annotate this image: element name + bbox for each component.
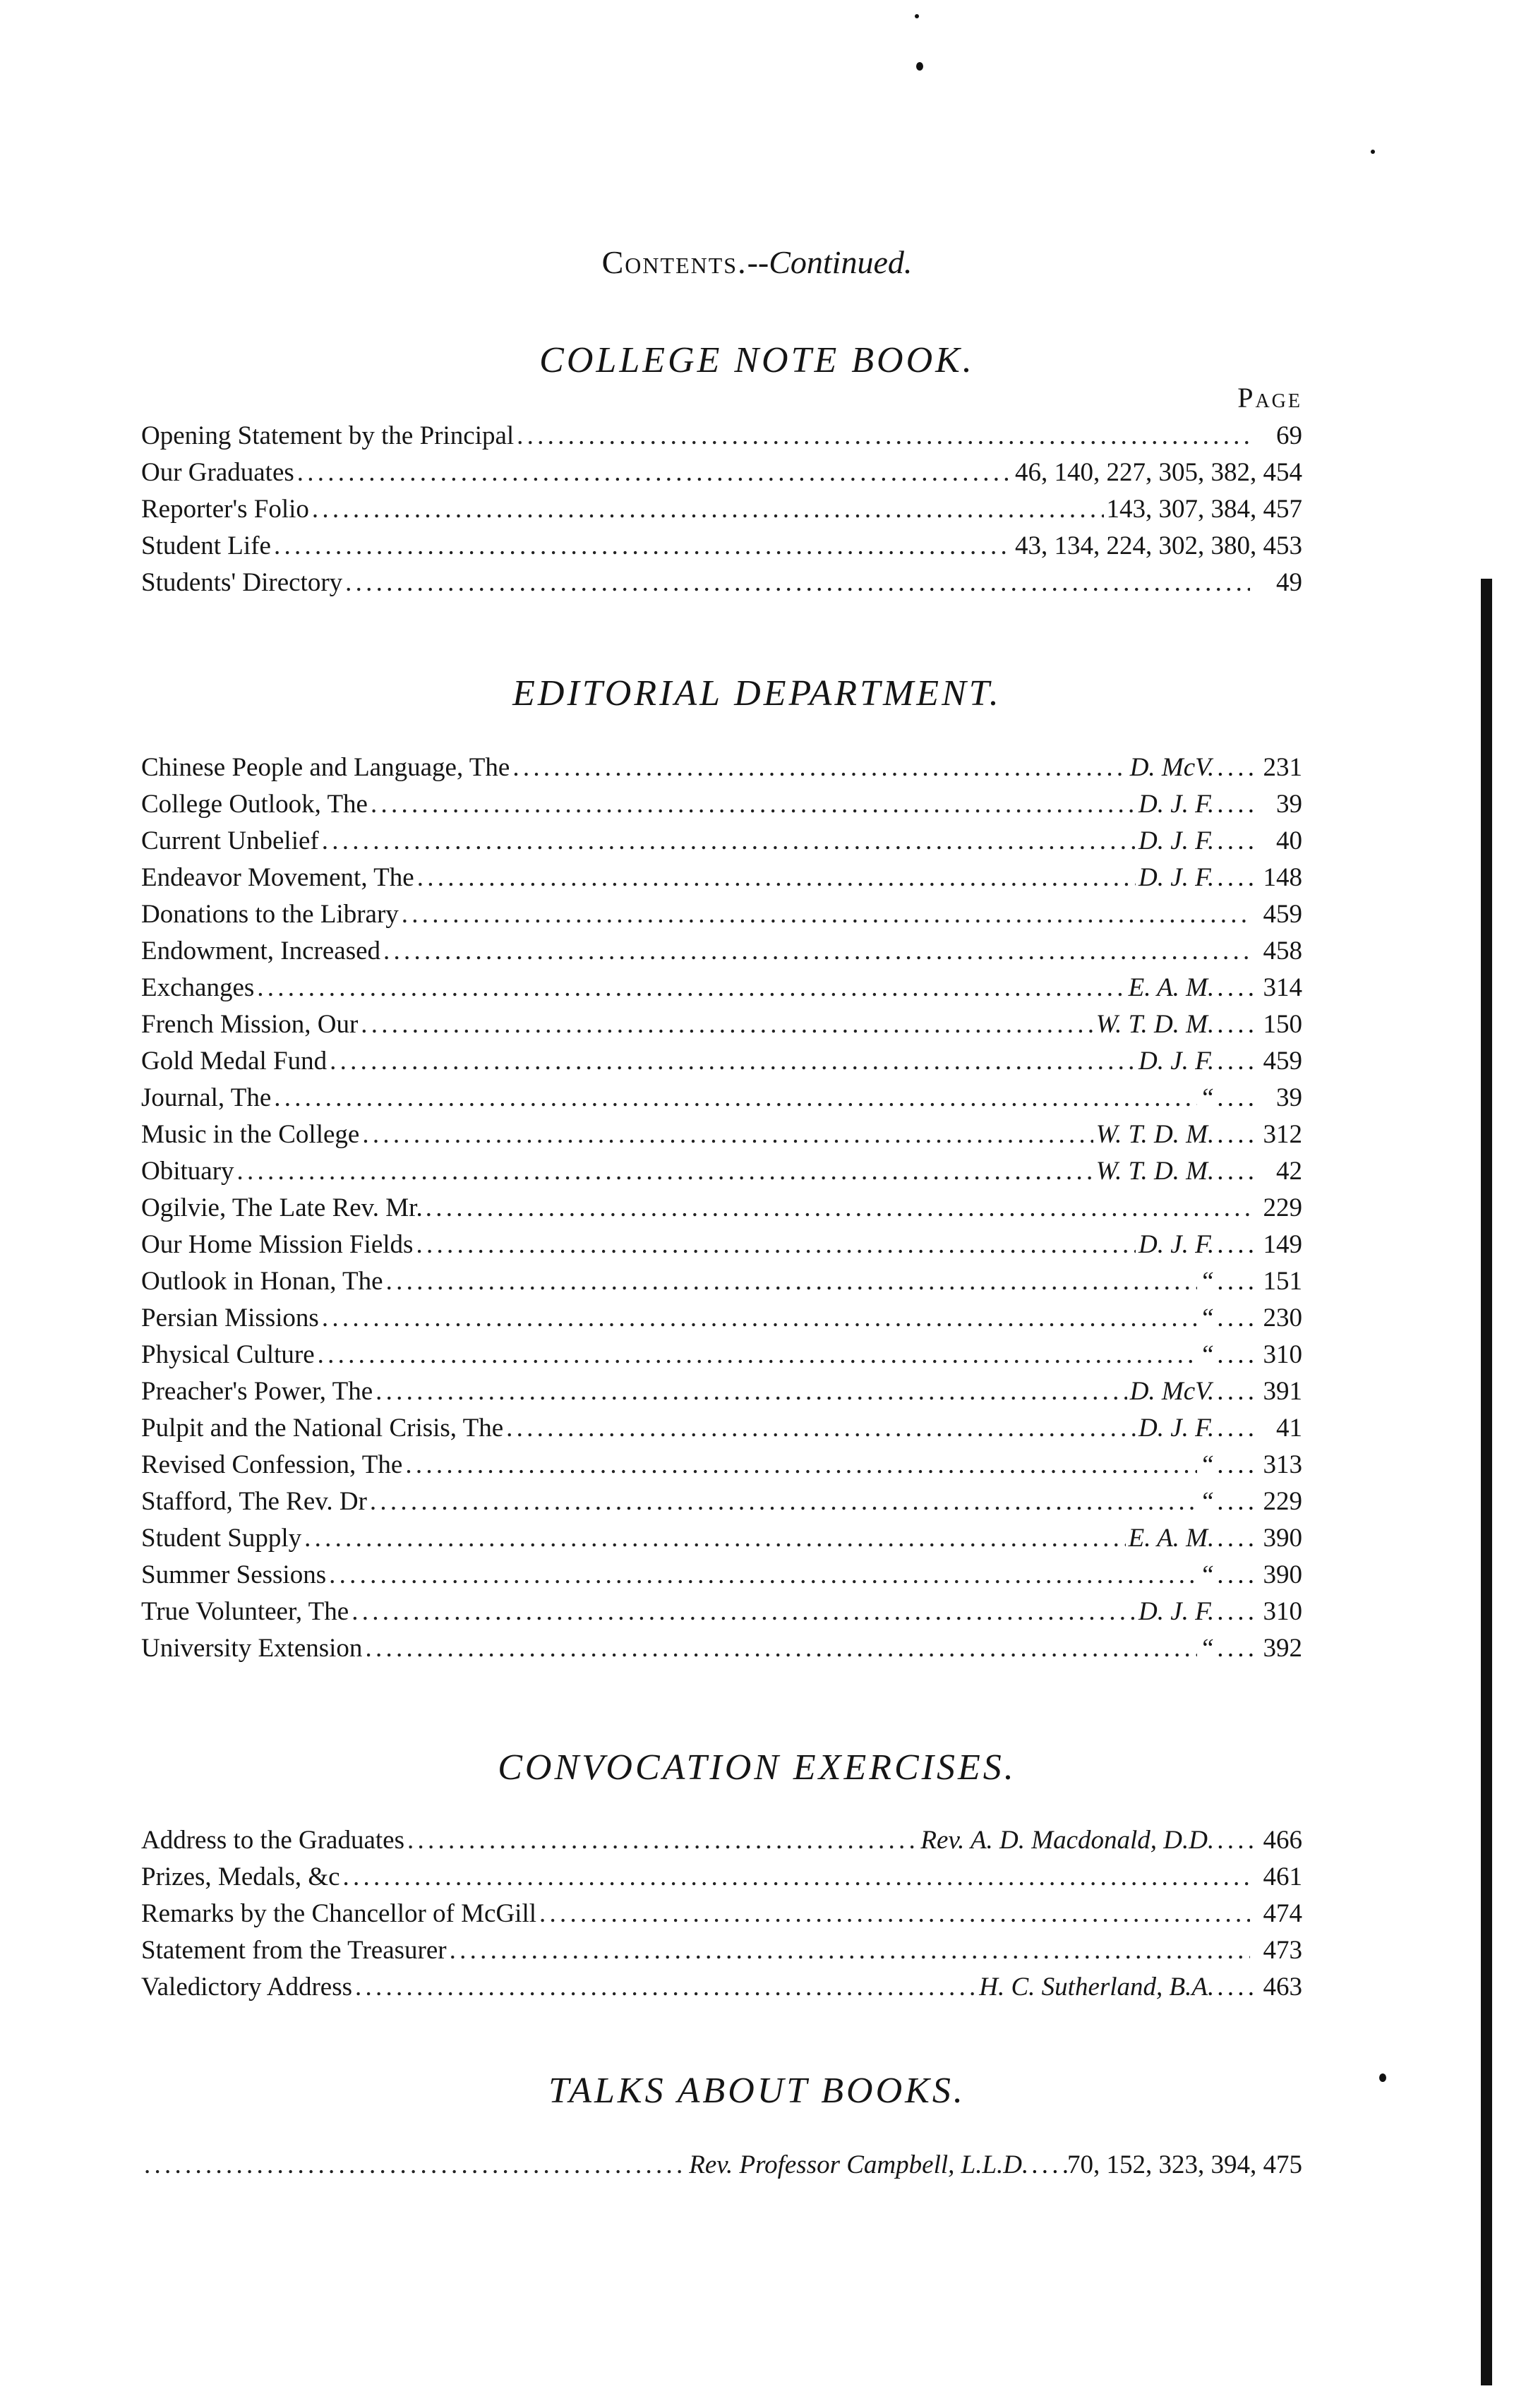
toc-entry [141, 786, 1302, 823]
entry-pages: 459 [1263, 900, 1302, 929]
toc-entry [141, 1043, 1302, 1080]
toc-entry [141, 491, 1302, 528]
toc-entry [141, 1594, 1302, 1630]
toc-entry [141, 418, 1302, 454]
entry-pages: 70, 152, 323, 394, 475 [1067, 2150, 1302, 2179]
dot-leader: . . . . [1217, 1634, 1253, 1663]
contents-label: Contents. [601, 244, 747, 280]
entry-pages: 39 [1276, 790, 1302, 819]
entry-author: “ [1199, 1450, 1215, 1479]
dot-leader [322, 1300, 1197, 1337]
dot-leader [329, 1557, 1197, 1594]
entry-title: Endowment, Increased [141, 937, 381, 965]
entry-title: Persian Missions [141, 1304, 319, 1332]
toc-entry [141, 528, 1302, 565]
entry-pages: 474 [1263, 1899, 1302, 1928]
toc-entry [141, 1822, 1302, 1859]
toc-entry [141, 1337, 1302, 1373]
entry-pages: 390 [1263, 1524, 1302, 1553]
binding-edge-shadow [1481, 579, 1492, 2385]
page-column-label: Page [1237, 382, 1302, 414]
entry-pages: 69 [1276, 421, 1302, 450]
entry-pages: 458 [1263, 937, 1302, 965]
toc-entry [141, 1300, 1302, 1337]
entry-pages: 42 [1276, 1157, 1302, 1186]
dot-leader: . . . . [1217, 1377, 1253, 1406]
entry-pages: 310 [1263, 1597, 1302, 1626]
entry-author: D. J. F. [1138, 1047, 1215, 1076]
entry-title: Outlook in Honan, The [141, 1267, 383, 1296]
dot-leader [405, 1447, 1196, 1483]
entry-pages: 149 [1263, 1230, 1302, 1259]
toc-entry [141, 1006, 1302, 1043]
entry-title: Chinese People and Language, The [141, 753, 510, 782]
dot-leader [371, 786, 1136, 823]
entry-author: “ [1199, 1340, 1215, 1369]
entry-title: Student Supply [141, 1524, 302, 1553]
entry-title: Donations to the Library [141, 900, 399, 929]
toc-entry [141, 565, 1302, 601]
dot-leader: . . . . [1217, 826, 1253, 855]
entry-title: Student Life [141, 531, 271, 560]
entry-title: Ogilvie, The Late Rev. Mr. [141, 1193, 423, 1222]
entry-title: Opening Statement by the Principal [141, 421, 515, 450]
scan-speck [916, 62, 923, 71]
entry-author: D. J. F. [1138, 1230, 1215, 1259]
dot-leader [352, 1594, 1136, 1630]
dot-leader: . . . . [1217, 1267, 1253, 1296]
entry-pages: 391 [1263, 1377, 1302, 1406]
toc-entry [141, 1932, 1302, 1969]
section-title-convocation-exercises: CONVOCATION EXERCISES. [498, 1747, 1016, 1788]
dot-leader [362, 1116, 1093, 1153]
toc-entry [141, 2147, 1302, 2184]
entry-author: E. A. M. [1128, 1524, 1215, 1553]
toc-entry [141, 823, 1302, 860]
entry-author: “ [1199, 1634, 1215, 1663]
dot-leader: . . . . [1217, 1230, 1253, 1259]
dot-leader [361, 1006, 1093, 1043]
dot-leader: . . . . [1217, 1597, 1253, 1626]
toc-entry [141, 1557, 1302, 1594]
toc-entry [141, 1520, 1302, 1557]
dot-leader: . . . . [1217, 1487, 1253, 1516]
dot-leader [355, 1969, 976, 2006]
entry-title: Physical Culture [141, 1340, 315, 1369]
entry-pages: 148 [1263, 863, 1302, 892]
scan-speck [1379, 2073, 1386, 2082]
toc-entry [141, 750, 1302, 786]
entry-author: “ [1199, 1560, 1215, 1589]
entry-title: Preacher's Power, The [141, 1377, 373, 1406]
entry-author: D. J. F. [1138, 826, 1215, 855]
toc-entry [141, 1896, 1302, 1932]
dot-leader: . . . . [1217, 1157, 1253, 1186]
dot-leader [506, 1410, 1136, 1447]
dot-leader [416, 1227, 1136, 1263]
entry-pages: 390 [1263, 1560, 1302, 1589]
entry-title: Students' Directory [141, 568, 343, 597]
dot-leader [257, 970, 1125, 1006]
entry-author: Rev. A. D. Macdonald, D.D. [920, 1826, 1215, 1855]
section-title-editorial-department: EDITORIAL DEPARTMENT. [512, 673, 1002, 714]
entry-title: Statement from the Treasurer [141, 1936, 447, 1965]
entry-author: W. T. D. M. [1095, 1157, 1215, 1186]
dot-leader: . . . . [1217, 1826, 1253, 1855]
entry-title: Valedictory Address [141, 1973, 353, 2001]
entry-title: Prizes, Medals, &c [141, 1862, 340, 1891]
dot-leader [237, 1153, 1093, 1190]
entry-title: Our Graduates [141, 458, 294, 487]
dot-leader: . . . . [1217, 1120, 1253, 1149]
contents-heading [0, 241, 1514, 284]
entry-title: University Extension [141, 1634, 363, 1663]
entry-author: D. McV. [1129, 1377, 1215, 1406]
dot-leader [345, 565, 1250, 601]
entry-pages: 49 [1276, 568, 1302, 597]
continued-label: --Continued. [747, 244, 913, 280]
entry-pages: 39 [1276, 1083, 1302, 1112]
toc-entry [141, 933, 1302, 970]
entry-pages: 40 [1276, 826, 1302, 855]
entry-title: Music in the College [141, 1120, 360, 1149]
entry-pages: 473 [1263, 1936, 1302, 1965]
dot-leader: . . . . [1217, 1524, 1253, 1553]
dot-leader: . . . . [1217, 1010, 1253, 1039]
toc-entry [141, 1263, 1302, 1300]
dot-leader [274, 528, 1012, 565]
dot-leader [330, 1043, 1136, 1080]
dot-leader [417, 860, 1136, 896]
entry-title: Summer Sessions [141, 1560, 327, 1589]
entry-author: D. J. F. [1138, 1414, 1215, 1443]
entry-author: E. A. M. [1128, 973, 1215, 1002]
entry-author: D. McV. [1129, 753, 1215, 782]
entry-author: “ [1199, 1267, 1215, 1296]
section-title-talks-about-books: TALKS ABOUT BOOKS. [548, 2071, 966, 2111]
entry-pages: 151 [1263, 1267, 1302, 1296]
dot-leader: . . . . [1217, 1560, 1253, 1589]
entry-author: W. T. D. M. [1095, 1010, 1215, 1039]
entry-author: D. J. F. [1138, 790, 1215, 819]
entry-pages: 43, 134, 224, 302, 380, 453 [1015, 531, 1302, 560]
dot-leader [304, 1520, 1125, 1557]
entry-pages: 459 [1263, 1047, 1302, 1076]
entry-pages: 461 [1263, 1862, 1302, 1891]
entry-pages: 229 [1263, 1487, 1302, 1516]
dot-leader: . . . . [1031, 2150, 1067, 2179]
dot-leader [512, 750, 1127, 786]
dot-leader [383, 933, 1250, 970]
dot-leader [297, 454, 1012, 491]
dot-leader [426, 1190, 1250, 1227]
toc-entry [141, 1447, 1302, 1483]
entry-pages: 392 [1263, 1634, 1302, 1663]
entry-pages: 231 [1263, 753, 1302, 782]
list-college-note-book [141, 418, 1302, 601]
toc-entry [141, 1080, 1302, 1116]
entry-pages: 150 [1263, 1010, 1302, 1039]
entry-pages: 314 [1263, 973, 1302, 1002]
entry-title: Address to the Graduates [141, 1826, 404, 1855]
entry-title: Current Unbelief [141, 826, 319, 855]
dot-leader: . . . . [1217, 863, 1253, 892]
dot-leader [318, 1337, 1197, 1373]
dot-leader [517, 418, 1250, 454]
entry-pages: 230 [1263, 1304, 1302, 1332]
entry-title: Reporter's Folio [141, 495, 309, 524]
toc-entry [141, 860, 1302, 896]
dot-leader: . . . . [1217, 790, 1253, 819]
dot-leader: . . . . [1217, 1414, 1253, 1443]
entry-title: College Outlook, The [141, 790, 368, 819]
list-editorial-department [141, 750, 1302, 1667]
toc-entry [141, 1483, 1302, 1520]
dot-leader: . . . . [1217, 1047, 1253, 1076]
entry-title: Endeavor Movement, The [141, 863, 414, 892]
toc-entry [141, 1227, 1302, 1263]
dot-leader [450, 1932, 1250, 1969]
entry-author: Rev. Professor Campbell, L.L.D. [689, 2150, 1029, 2179]
toc-entry [141, 1190, 1302, 1227]
entry-pages: 313 [1263, 1450, 1302, 1479]
dot-leader: . . . . [1217, 1340, 1253, 1369]
toc-entry [141, 1969, 1302, 2006]
entry-author: “ [1199, 1304, 1215, 1332]
toc-entry [141, 1859, 1302, 1896]
scan-speck [1371, 150, 1375, 154]
toc-entry [141, 896, 1302, 933]
entry-title: Our Home Mission Fields [141, 1230, 414, 1259]
dot-leader: . . . . [1217, 1083, 1253, 1112]
dot-leader [365, 1630, 1196, 1667]
entry-pages: 46, 140, 227, 305, 382, 454 [1015, 458, 1302, 487]
entry-title: Remarks by the Chancellor of McGill [141, 1899, 537, 1928]
entry-title: Journal, The [141, 1083, 272, 1112]
scan-speck [915, 14, 919, 18]
entry-author: W. T. D. M. [1095, 1120, 1215, 1149]
entry-pages: 143, 307, 384, 457 [1106, 495, 1302, 524]
entry-pages: 312 [1263, 1120, 1302, 1149]
list-talks-about-books [141, 2147, 1302, 2184]
toc-entry [141, 1630, 1302, 1667]
dot-leader [343, 1859, 1250, 1896]
entry-title: Pulpit and the National Crisis, The [141, 1414, 504, 1443]
dot-leader: . . . . [1217, 753, 1253, 782]
dot-leader: . . . . [1217, 973, 1253, 1002]
section-title-college-note-book: COLLEGE NOTE BOOK. [539, 340, 975, 380]
entry-pages: 41 [1276, 1414, 1302, 1443]
toc-entry [141, 1153, 1302, 1190]
toc-entry [141, 1116, 1302, 1153]
dot-leader [386, 1263, 1197, 1300]
entry-pages: 463 [1263, 1973, 1302, 2001]
entry-title: Exchanges [141, 973, 255, 1002]
entry-title: True Volunteer, The [141, 1597, 349, 1626]
entry-pages: 466 [1263, 1826, 1302, 1855]
entry-pages: 229 [1263, 1193, 1302, 1222]
dot-leader [407, 1822, 918, 1859]
dot-leader [312, 491, 1104, 528]
entry-title: French Mission, Our [141, 1010, 359, 1039]
dot-leader [370, 1483, 1197, 1520]
toc-entry [141, 970, 1302, 1006]
entry-title: Stafford, The Rev. Dr [141, 1487, 367, 1516]
dot-leader [274, 1080, 1196, 1116]
dot-leader [144, 2147, 686, 2184]
dot-leader: . . . . [1217, 1973, 1253, 2001]
dot-leader: . . . . [1217, 1450, 1253, 1479]
entry-pages: 310 [1263, 1340, 1302, 1369]
toc-entry [141, 1410, 1302, 1447]
list-convocation-exercises [141, 1822, 1302, 2006]
entry-title: Revised Confession, The [141, 1450, 403, 1479]
dot-leader [539, 1896, 1250, 1932]
entry-author: “ [1199, 1083, 1215, 1112]
entry-author: “ [1199, 1487, 1215, 1516]
dot-leader [322, 823, 1136, 860]
toc-entry [141, 1373, 1302, 1410]
entry-author: H. C. Sutherland, B.A. [979, 1973, 1215, 2001]
entry-author: D. J. F. [1138, 1597, 1215, 1626]
dot-leader [376, 1373, 1127, 1410]
toc-entry [141, 454, 1302, 491]
entry-title: Obituary [141, 1157, 234, 1186]
entry-author: D. J. F. [1138, 863, 1215, 892]
entry-title: Gold Medal Fund [141, 1047, 328, 1076]
dot-leader: . . . . [1217, 1304, 1253, 1332]
dot-leader [402, 896, 1250, 933]
